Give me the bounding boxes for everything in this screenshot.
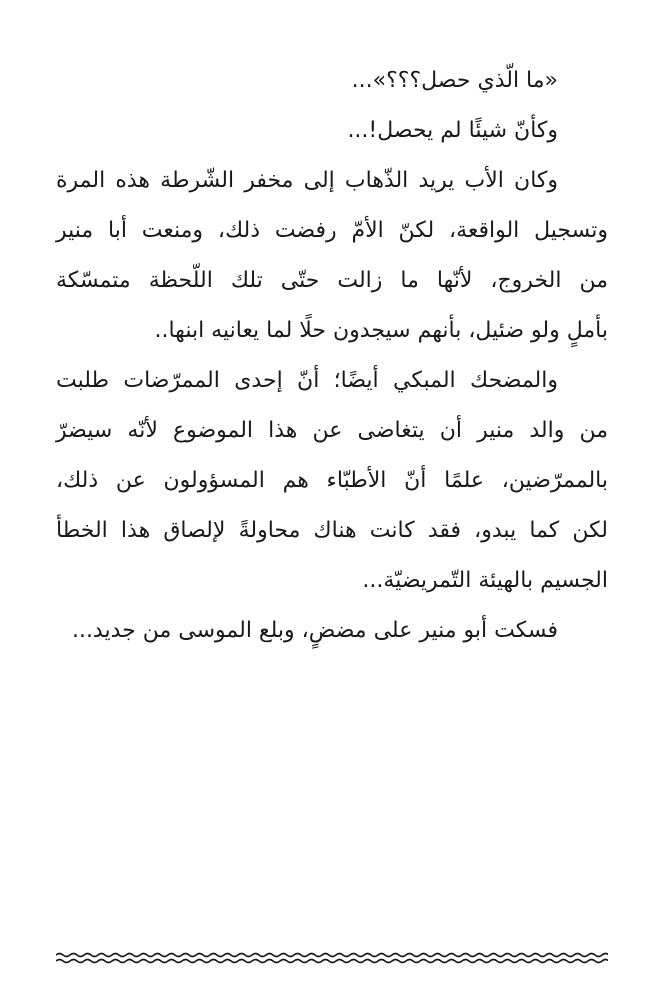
text-line: بالممرّضين، علمًا أنّ الأطبّاء هم المسؤولون عن ذلك،: [56, 468, 608, 493]
text-line: وكأنّ شيئًا لم يحصل!...: [347, 118, 558, 143]
paragraph-5: [56, 606, 608, 656]
text-line: وكان الأب يريد الذّهاب إلى مخفر الشّرطة هذه المرة: [56, 168, 558, 193]
page-body: [56, 56, 608, 656]
wave-line-bottom: [56, 960, 608, 963]
paragraph-1: [56, 56, 608, 106]
text-line: والمضحك المبكي أيضًا؛ أنّ إحدى الممرّضات طلبت: [56, 368, 558, 393]
text-line: فسكت أبو منير على مضضٍ، وبلع الموسى من جديد...: [71, 618, 558, 643]
text-line: «ما الّذي حصل؟؟؟»...: [351, 68, 558, 93]
text-line: بأملٍ ولو ضئيل، بأنهم سيجدون حلًا لما يعانيه ابنها..: [154, 318, 608, 343]
paragraph-3: [56, 156, 608, 356]
text-line: من والد منير أن يتغاضى عن هذا الموضوع لأنّه سيضرّ: [56, 418, 608, 443]
text-line: من الخروج، لأنّها ما زالت حتّى تلك اللّحظة متمسّكة: [56, 268, 608, 293]
wave-line-top: [56, 954, 608, 957]
text-line: وتسجيل الواقعة، لكنّ الأمّ رفضت ذلك، ومنعت أبا منير: [56, 218, 608, 243]
text-line: الجسيم بالهيئة التّمريضيّة...: [362, 568, 608, 593]
paragraph-2: [56, 106, 608, 156]
text-line: لكن كما يبدو، فقد كانت هناك محاولةً لإلصاق هذا الخطأ: [56, 518, 608, 543]
paragraph-4: [56, 356, 608, 606]
wavy-divider: [56, 950, 608, 966]
